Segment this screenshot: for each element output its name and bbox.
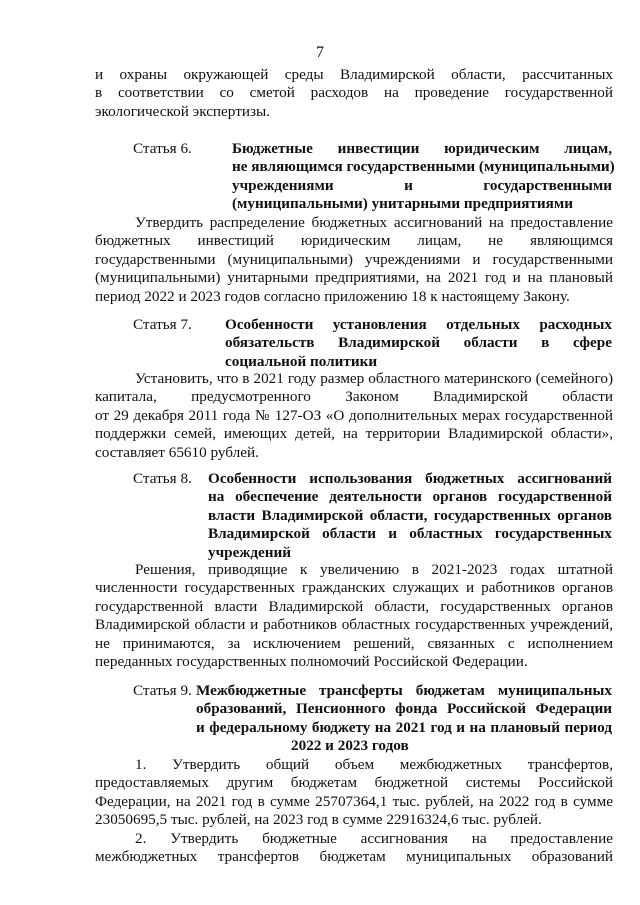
text-line: бюджетных инвестиций юридическим лицам, не являющимся — [95, 232, 613, 250]
intro-paragraph — [95, 66, 613, 121]
page-number: 7 — [316, 44, 324, 61]
title-line: Бюджетные инвестиции юридическим лицам, — [232, 140, 612, 157]
title-line: и федеральному бюджету на 2021 год и на плановый период — [196, 718, 612, 736]
article-label: Статья 6. — [133, 140, 192, 157]
article-label: Статья 8. — [133, 470, 192, 487]
title-line: на обеспечение деятельности органов государственной — [208, 488, 612, 506]
text-line: поддержки семей, имеющих детей, на территории Владимирской области», — [95, 425, 613, 443]
text-line: не принимаются, за исключением решений, связанных с исполнением — [95, 634, 613, 652]
title-line: Владимирской области и областных государственных — [208, 525, 612, 543]
text-line: межбюджетных трансфертов бюджетам муниципальных образований — [95, 848, 613, 866]
text-line: экологической экспертизы. — [95, 102, 270, 120]
text-line: Федерации, на 2021 год в сумме 25707364,1 тыс. рублей, на 2022 год в сумме — [95, 792, 613, 810]
article-title — [196, 682, 612, 756]
article-7-body — [95, 370, 613, 462]
text-line: период 2022 и 2023 годов согласно приложению 18 к настоящему Закону. — [95, 287, 570, 305]
text-line: 2. Утвердить бюджетные ассигнования на предоставление — [135, 829, 613, 847]
text-line: переданных государственных полномочий Российской Федерации. — [95, 653, 528, 671]
title-line: обязательств Владимирской области в сфере — [225, 334, 612, 352]
title-line: социальной политики — [225, 352, 378, 370]
text-line: капитала, предусмотренного Законом Владимирской области — [95, 388, 613, 406]
text-line: Установить, что в 2021 году размер областного материнского (семейного) — [135, 370, 613, 387]
text-line: в соответствии со сметой расходов на проведение государственной — [95, 84, 613, 102]
title-line: образований, Пенсионного фонда Российской Федерации — [196, 700, 612, 718]
title-line: учреждениями и государственными — [232, 176, 612, 194]
article-9-body — [95, 756, 613, 866]
text-line: государственной власти Владимирской области, государственных органов — [95, 597, 613, 615]
title-line: Особенности использования бюджетных ассигнований — [208, 470, 612, 487]
article-title — [208, 470, 612, 562]
title-line: власти Владимирской области, государственных органов — [208, 506, 612, 524]
text-line: составляет 65610 рублей. — [95, 443, 259, 461]
text-line: 1. Утвердить общий объем межбюджетных трансфертов, — [135, 756, 613, 773]
article-title — [225, 316, 612, 371]
title-line: Особенности установления отдельных расходных — [225, 316, 612, 333]
title-line: не являющимся государственными (муниципальными) — [232, 158, 615, 176]
article-6-body — [95, 214, 613, 306]
text-line: численности государственных гражданских служащих и работников органов — [95, 579, 613, 597]
text-line: Утвердить распределение бюджетных ассигнований на предоставление — [135, 214, 613, 231]
article-label: Статья 9. — [133, 682, 192, 699]
text-line: от 29 декабря 2011 года № 127-ОЗ «О дополнительных мерах государственной — [95, 406, 613, 424]
text-line: (муниципальными) унитарными предприятиями, на 2021 год и на плановый — [95, 269, 613, 287]
text-line: государственными (муниципальными) учреждениями и государственными — [95, 250, 613, 268]
text-line: Решения, приводящие к увеличению в 2021-2023 годах штатной — [135, 561, 613, 578]
text-line: Владимирской области и работников областных государственных учреждений, — [95, 616, 613, 634]
title-line: Межбюджетные трансферты бюджетам муниципальных — [196, 682, 612, 699]
text-line: и охраны окружающей среды Владимирской области, рассчитанных — [95, 66, 613, 83]
title-line: (муниципальными) унитарными предприятиями — [232, 195, 573, 213]
title-line: учреждений — [208, 543, 292, 561]
text-line: предоставляемых другим бюджетам бюджетной системы Российской — [95, 774, 613, 792]
article-8-body — [95, 561, 613, 671]
article-label: Статья 7. — [133, 316, 192, 333]
article-title — [232, 140, 615, 214]
title-line: 2022 и 2023 годов — [291, 737, 409, 755]
text-line: 23050695,5 тыс. рублей, на 2023 год в сумме 22916324,6 тыс. рублей. — [95, 811, 542, 829]
